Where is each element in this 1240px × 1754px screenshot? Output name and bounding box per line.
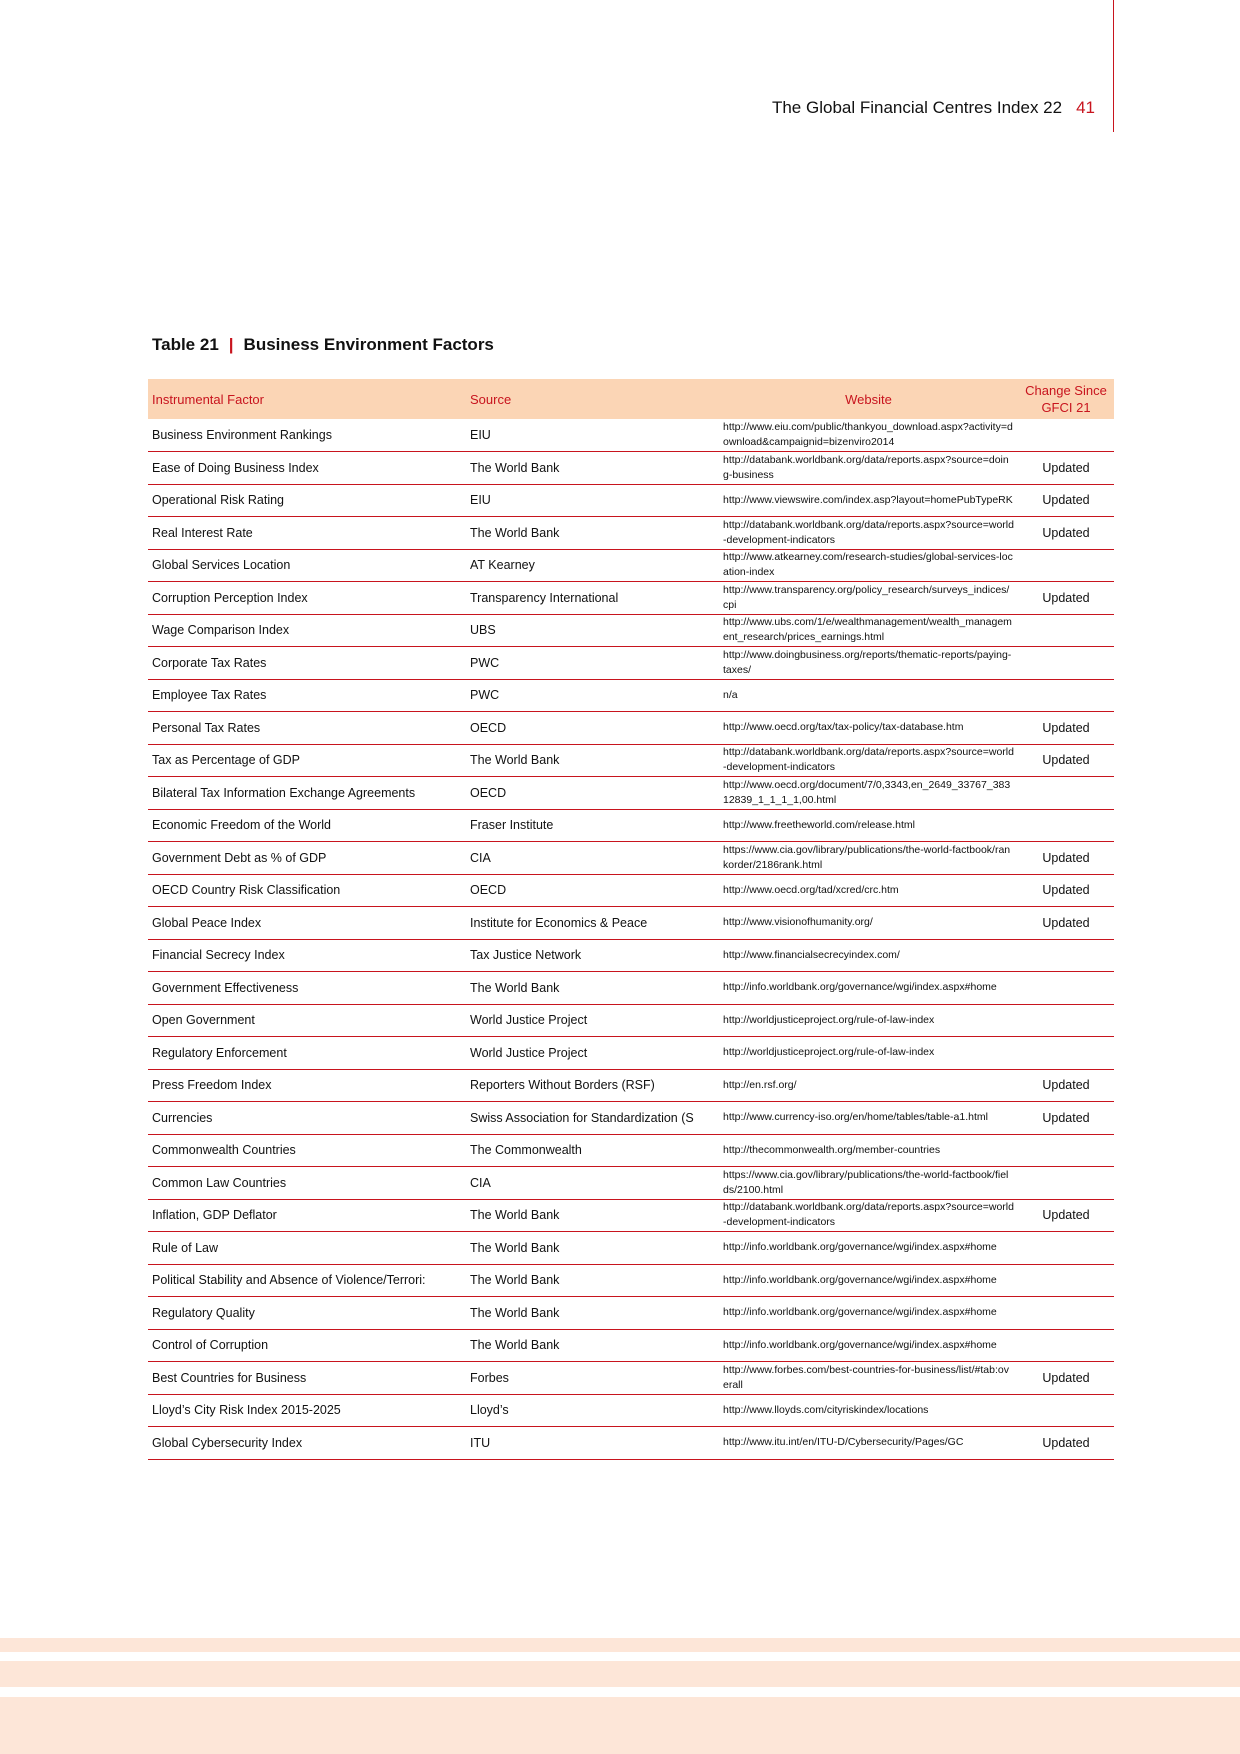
cell-change [1018,647,1114,680]
table-row [148,1167,1114,1200]
table-caption [152,335,494,355]
cell-website: http://www.oecd.org/document/7/0,3343,en_2649_33767_38312839_1_1_1_1,00.html [723,778,1011,806]
table-row [148,1362,1114,1395]
cell-change [1018,809,1114,842]
cell-website: http://www.oecd.org/tad/xcred/crc.htm [723,883,899,896]
table-row [148,1232,1114,1265]
cell-factor: Tax as Percentage of GDP [152,753,300,768]
cell-change [1018,1329,1114,1362]
cell-website: http://databank.worldbank.org/data/reports.aspx?source=world-development-indicators [723,1201,1014,1229]
cell-website: http://www.eiu.com/public/thankyou_download.aspx?activity=download&campaignid=bizenviro2014 [723,421,1013,448]
cell-website: http://info.worldbank.org/governance/wgi/index.aspx#home [723,1241,997,1254]
cell-source: PWC [470,688,500,703]
cell-change: Updated [1042,850,1090,865]
table-row [148,712,1114,745]
cell-source: Fraser Institute [470,818,554,833]
cell-factor: Best Countries for Business [152,1370,307,1385]
cell-source: The World Bank [470,460,560,475]
column-header-factor: Instrumental Factor [152,391,264,407]
cell-factor: Regulatory Enforcement [152,1045,287,1060]
cell-factor: Press Freedom Index [152,1078,272,1093]
table-row [148,1134,1114,1167]
cell-source: The World Bank [470,980,560,995]
cell-factor: Corruption Perception Index [152,590,308,605]
cell-factor: Open Government [152,1013,255,1028]
cell-website: http://www.lloyds.com/cityriskindex/locations [723,1403,929,1416]
publication-title: The Global Financial Centres Index 22 [771,98,1063,117]
cell-source: The World Bank [470,1273,560,1288]
cell-website: http://www.visionofhumanity.org/ [723,916,873,929]
page-number: 41 [1076,98,1095,117]
cell-change [1018,1134,1114,1167]
table-body [148,419,1114,1459]
cell-factor: Global Cybersecurity Index [152,1435,303,1450]
cell-change [1018,939,1114,972]
cell-source: Forbes [470,1370,509,1385]
cell-website: https://www.cia.gov/library/publications/the-world-factbook/fields/2100.html [723,1168,1009,1196]
cell-change: Updated [1042,460,1090,475]
cell-source: Swiss Association for Standardization (S [470,1110,694,1125]
cell-source: The World Bank [470,1208,560,1223]
cell-source: Lloyd’s [470,1403,509,1418]
table-row [148,484,1114,517]
table-row [148,1427,1114,1460]
cell-factor: Employee Tax Rates [152,688,267,703]
cell-change: Updated [1042,1078,1090,1093]
table-row [148,452,1114,485]
cell-change: Updated [1042,883,1090,898]
cell-factor: Wage Comparison Index [152,623,290,638]
cell-source: CIA [470,1175,491,1190]
cell-change: Updated [1042,753,1090,768]
cell-source: Tax Justice Network [470,948,582,963]
cell-website: http://www.viewswire.com/index.asp?layout=homePubTypeRK [723,493,1013,506]
table-row [148,517,1114,550]
table-row [148,1004,1114,1037]
cell-website: http://info.worldbank.org/governance/wgi/index.aspx#home [723,1338,997,1351]
cell-factor: Global Services Location [152,558,291,573]
table-row [148,549,1114,582]
column-header-website: Website [845,391,892,407]
cell-factor: Control of Corruption [152,1338,269,1353]
cell-change [1018,1037,1114,1070]
cell-source: ITU [470,1435,491,1450]
cell-website: http://info.worldbank.org/governance/wgi/index.aspx#home [723,1306,997,1319]
table-row [148,1329,1114,1362]
cell-source: Institute for Economics & Peace [470,915,648,930]
cell-change: Updated [1042,525,1090,540]
table-row [148,939,1114,972]
cell-source: The World Bank [470,1305,560,1320]
cell-factor: Regulatory Quality [152,1305,255,1320]
cell-source: World Justice Project [470,1045,588,1060]
cell-factor: Currencies [152,1110,213,1125]
table-title: Business Environment Factors [243,335,494,354]
table-row [148,582,1114,615]
cell-source: The World Bank [470,753,560,768]
cell-factor: Real Interest Rate [152,525,253,540]
cell-factor: Financial Secrecy Index [152,948,285,963]
cell-change [1018,1264,1114,1297]
cell-change [1018,419,1114,452]
cell-change [1018,1394,1114,1427]
cell-source: Reporters Without Borders (RSF) [470,1078,655,1093]
cell-website: http://www.ubs.com/1/e/wealthmanagement/wealth_management_research/prices_earnings.html [723,616,1012,644]
cell-factor: Ease of Doing Business Index [152,460,319,475]
cell-change: Updated [1042,915,1090,930]
cell-website: http://databank.worldbank.org/data/reports.aspx?source=doing-business [723,453,1009,481]
cell-change: Updated [1042,590,1090,605]
cell-factor: Government Debt as % of GDP [152,850,327,865]
footer-stripe [0,1638,1240,1652]
cell-factor: Common Law Countries [152,1175,287,1190]
cell-change: Updated [1042,1370,1090,1385]
cell-factor: Rule of Law [152,1240,219,1255]
table-row [148,1297,1114,1330]
table-header-row [148,379,1114,419]
table-row [148,777,1114,810]
cell-change: Updated [1042,1208,1090,1223]
cell-source: The World Bank [470,1338,560,1353]
cell-factor: Government Effectiveness [152,980,299,995]
cell-source: OECD [470,785,507,800]
cell-factor: Inflation, GDP Deflator [152,1208,277,1223]
table-row [148,874,1114,907]
cell-source: The World Bank [470,1240,560,1255]
cell-website: http://thecommonwealth.org/member-countries [723,1143,941,1156]
caption-separator: | [228,335,234,354]
table-row [148,1037,1114,1070]
cell-factor: Global Peace Index [152,915,262,930]
cell-website: http://www.oecd.org/tax/tax-policy/tax-database.htm [723,721,964,734]
cell-website: http://www.atkearney.com/research-studies/global-services-location-index [723,551,1013,579]
table-row [148,1394,1114,1427]
table-number: Table 21 [152,335,219,354]
cell-website: http://www.doingbusiness.org/reports/thematic-reports/paying-taxes/ [723,648,1012,676]
cell-source: OECD [470,883,507,898]
cell-website: http://www.transparency.org/policy_research/surveys_indices/cpi [723,583,1010,611]
table-row [148,1102,1114,1135]
cell-source: The Commonwealth [470,1143,582,1158]
table-row [148,972,1114,1005]
cell-website: https://www.cia.gov/library/publications/the-world-factbook/rankorder/2186rank.html [723,843,1011,871]
table-row [148,1069,1114,1102]
cell-website: http://www.currency-iso.org/en/home/tables/table-a1.html [723,1111,988,1124]
cell-change [1018,972,1114,1005]
cell-website: http://www.itu.int/en/ITU-D/Cybersecurity/Pages/GC [723,1436,964,1449]
cell-change: Updated [1042,720,1090,735]
cell-factor: Bilateral Tax Information Exchange Agreements [152,785,416,800]
cell-factor: Personal Tax Rates [152,720,261,735]
margin-rule [1113,0,1114,132]
cell-website: n/a [723,688,738,701]
cell-change [1018,777,1114,810]
cell-change: Updated [1042,1435,1090,1450]
column-header-source: Source [470,391,512,407]
cell-change [1018,1232,1114,1265]
footer-stripe [0,1661,1240,1687]
cell-source: The World Bank [470,525,560,540]
cell-website: http://info.worldbank.org/governance/wgi/index.aspx#home [723,1273,997,1286]
table-row [148,679,1114,712]
page-header [772,98,1095,118]
footer-stripe [0,1697,1240,1754]
cell-website: http://info.worldbank.org/governance/wgi/index.aspx#home [723,981,997,994]
cell-change [1018,549,1114,582]
cell-factor: Economic Freedom of the World [152,818,332,833]
table-row [148,647,1114,680]
cell-factor: Commonwealth Countries [152,1143,296,1158]
table-row [148,419,1114,452]
cell-source: AT Kearney [470,558,535,573]
table-row [148,1199,1114,1232]
cell-source: Transparency International [470,590,619,605]
cell-source: EIU [470,428,491,442]
cell-source: CIA [470,850,491,865]
cell-website: http://en.rsf.org/ [723,1078,797,1091]
cell-factor: Business Environment Rankings [152,428,332,442]
table-row [148,809,1114,842]
cell-website: http://www.financialsecrecyindex.com/ [723,948,900,961]
cell-website: http://databank.worldbank.org/data/reports.aspx?source=world-development-indicators [723,746,1014,774]
cell-change [1018,1297,1114,1330]
business-environment-table [148,379,1114,1460]
table-row [148,842,1114,875]
table-row [148,744,1114,777]
cell-factor: Political Stability and Absence of Violence/Terrori: [152,1273,426,1288]
cell-website: http://worldjusticeproject.org/rule-of-law-index [723,1046,935,1059]
cell-website: http://worldjusticeproject.org/rule-of-law-index [723,1013,935,1026]
cell-factor: Operational Risk Rating [152,493,285,508]
column-header-change: Change Since GFCI 21 [1025,383,1107,415]
cell-website: http://www.forbes.com/best-countries-for-business/list/#tab:overall [723,1363,1009,1391]
table-row [148,614,1114,647]
cell-factor: Lloyd’s City Risk Index 2015-2025 [152,1403,341,1418]
cell-factor: Corporate Tax Rates [152,655,267,670]
cell-change: Updated [1042,493,1090,508]
cell-source: PWC [470,655,500,670]
cell-website: http://www.freetheworld.com/release.html [723,818,915,831]
cell-website: http://databank.worldbank.org/data/reports.aspx?source=world-development-indicators [723,518,1014,546]
cell-change [1018,614,1114,647]
cell-source: UBS [470,623,496,638]
cell-change [1018,1167,1114,1200]
cell-change [1018,1004,1114,1037]
cell-source: OECD [470,720,507,735]
table-row [148,907,1114,940]
cell-source: World Justice Project [470,1013,588,1028]
cell-change: Updated [1042,1110,1090,1125]
cell-factor: OECD Country Risk Classification [152,883,341,898]
cell-change [1018,679,1114,712]
table-row [148,1264,1114,1297]
cell-source: EIU [470,493,491,508]
